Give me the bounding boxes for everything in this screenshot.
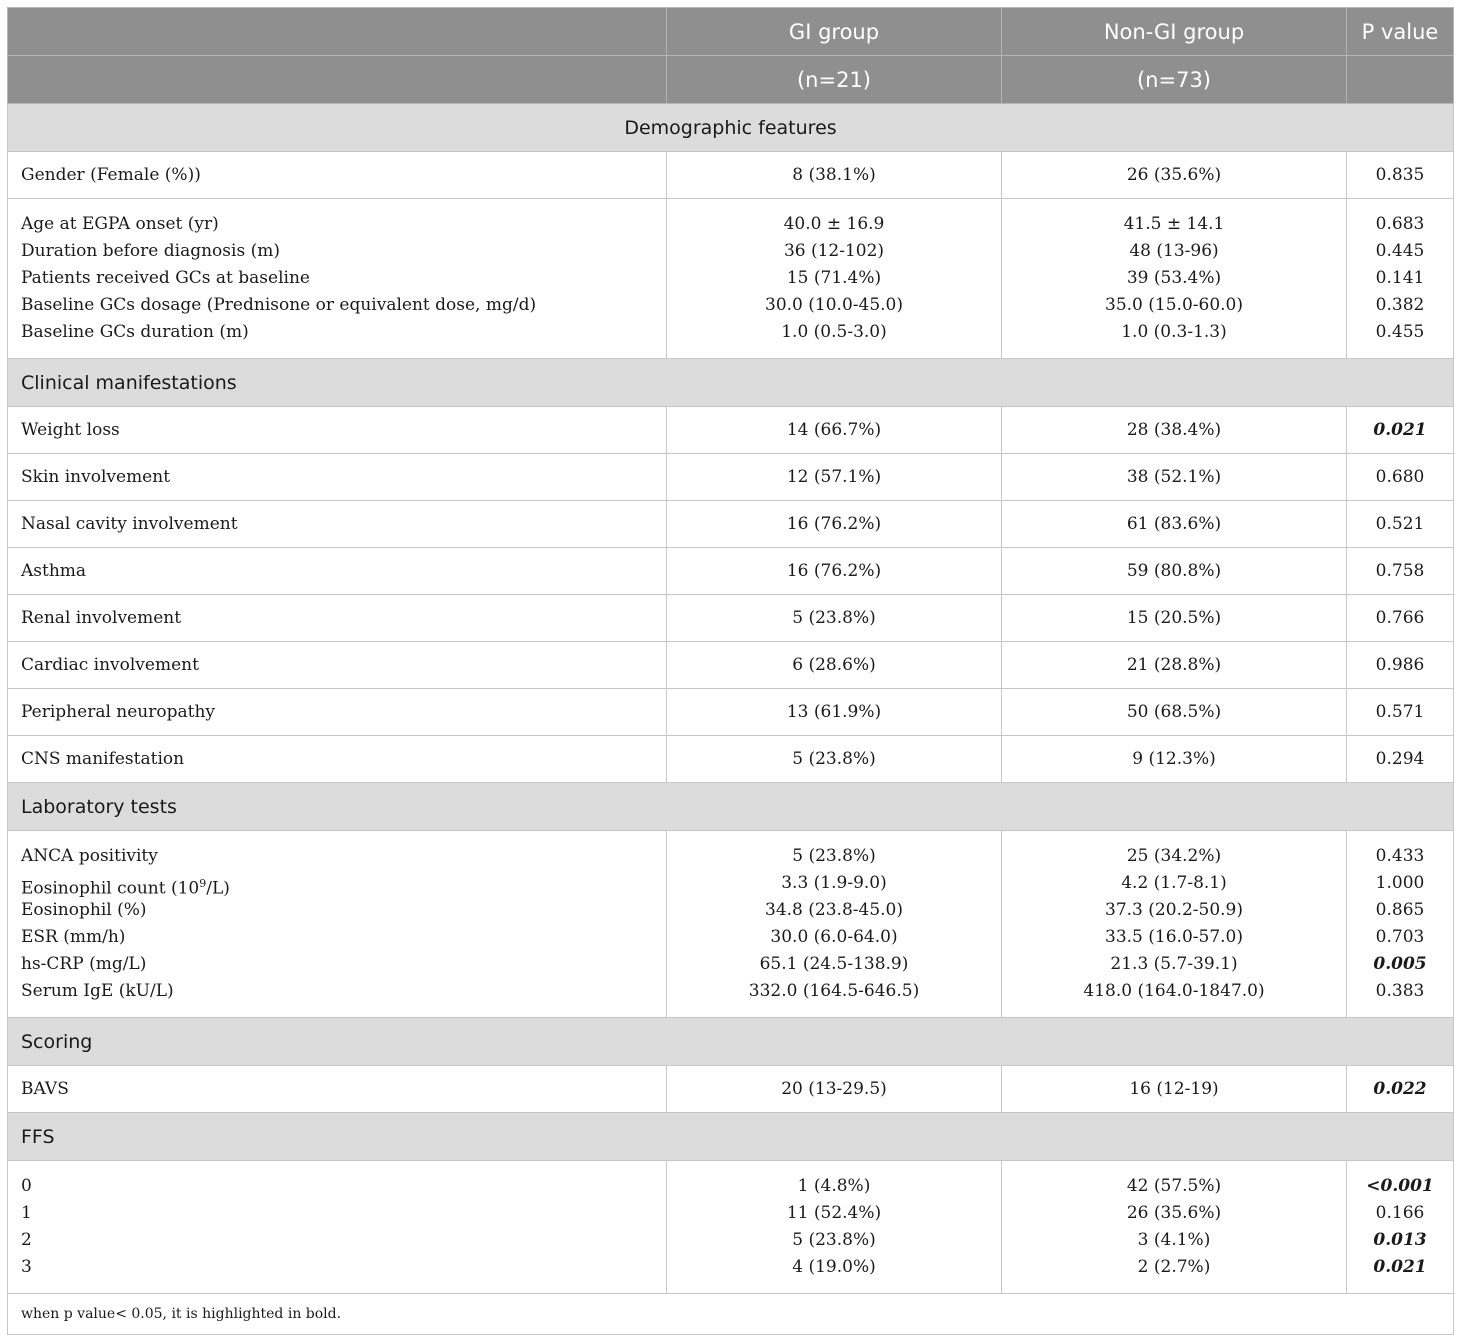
gi-value: 16 (76.2%) bbox=[667, 548, 1002, 595]
row-label: CNS manifestation bbox=[8, 736, 667, 783]
non-gi-value: 2 (2.7%) bbox=[1137, 1257, 1211, 1277]
table-row bbox=[8, 642, 1454, 689]
p-value-significant: <0.001 bbox=[1366, 1176, 1434, 1196]
gi-value: 332.0 (164.5-646.5) bbox=[748, 981, 920, 1001]
gi-value: 1.0 (0.5-3.0) bbox=[781, 322, 887, 342]
gi-value: 5 (23.8%) bbox=[792, 1230, 876, 1250]
non-gi-value: 50 (68.5%) bbox=[1002, 689, 1347, 736]
gi-values bbox=[667, 831, 1002, 1018]
row-labels bbox=[8, 831, 667, 1018]
non-gi-value: 9 (12.3%) bbox=[1002, 736, 1347, 783]
gi-value: 5 (23.8%) bbox=[667, 736, 1002, 783]
section-ffs bbox=[8, 1113, 1454, 1161]
gi-value: 1 (4.8%) bbox=[797, 1176, 871, 1196]
row-label: Skin involvement bbox=[8, 454, 667, 501]
non-gi-value: 26 (35.6%) bbox=[1002, 152, 1347, 199]
row-labels bbox=[8, 199, 667, 359]
non-gi-value: 35.0 (15.0-60.0) bbox=[1105, 295, 1243, 315]
row-label: Nasal cavity involvement bbox=[8, 501, 667, 548]
gi-value: 65.1 (24.5-138.9) bbox=[759, 954, 909, 974]
p-value-significant: 0.013 bbox=[1373, 1230, 1427, 1250]
gi-value: 30.0 (6.0-64.0) bbox=[770, 927, 898, 947]
p-value: 0.571 bbox=[1347, 689, 1454, 736]
table-row bbox=[8, 548, 1454, 595]
header-row-1 bbox=[8, 8, 1454, 56]
header-blank bbox=[8, 8, 667, 56]
footnote-row bbox=[8, 1294, 1454, 1335]
row-label: Patients received GCs at baseline bbox=[21, 268, 310, 288]
row-label: Serum IgE (kU/L) bbox=[21, 981, 174, 1001]
results-table bbox=[7, 7, 1454, 1335]
p-value: 0.433 bbox=[1375, 846, 1425, 866]
section-title: Laboratory tests bbox=[8, 783, 1454, 831]
section-laboratory bbox=[8, 783, 1454, 831]
gi-value: 20 (13-29.5) bbox=[667, 1066, 1002, 1113]
non-gi-value: 26 (35.6%) bbox=[1126, 1203, 1222, 1223]
non-gi-value: 3 (4.1%) bbox=[1137, 1230, 1211, 1250]
table-row bbox=[8, 595, 1454, 642]
gi-value: 12 (57.1%) bbox=[667, 454, 1002, 501]
p-value: 0.141 bbox=[1375, 268, 1425, 288]
section-clinical bbox=[8, 359, 1454, 407]
gi-value: 3.3 (1.9-9.0) bbox=[781, 873, 887, 893]
row-label: Asthma bbox=[8, 548, 667, 595]
non-gi-value: 21 (28.8%) bbox=[1002, 642, 1347, 689]
row-label: Gender (Female (%)) bbox=[8, 152, 667, 199]
non-gi-value: 42 (57.5%) bbox=[1126, 1176, 1222, 1196]
gi-value: 16 (76.2%) bbox=[667, 501, 1002, 548]
p-value: 1.000 bbox=[1375, 873, 1425, 893]
gi-value: 40.0 ± 16.9 bbox=[783, 214, 885, 234]
row-label: Peripheral neuropathy bbox=[8, 689, 667, 736]
row-label: Renal involvement bbox=[8, 595, 667, 642]
row-label: ESR (mm/h) bbox=[21, 927, 126, 947]
header-non-gi-group: Non-GI group bbox=[1002, 8, 1347, 56]
p-value: 0.383 bbox=[1375, 981, 1425, 1001]
non-gi-values bbox=[1002, 831, 1347, 1018]
p-value-significant: 0.021 bbox=[1373, 1257, 1427, 1277]
p-value-significant: 0.021 bbox=[1347, 407, 1454, 454]
gi-value: 8 (38.1%) bbox=[667, 152, 1002, 199]
row-label: 0 bbox=[21, 1176, 32, 1196]
header-blank bbox=[8, 56, 667, 104]
table-row-group-demographic bbox=[8, 199, 1454, 359]
row-label-text: Eosinophil count (10 bbox=[21, 878, 200, 899]
non-gi-value: 418.0 (164.0-1847.0) bbox=[1083, 981, 1265, 1001]
p-values bbox=[1347, 831, 1454, 1018]
non-gi-value: 37.3 (20.2-50.9) bbox=[1105, 900, 1243, 920]
row-label: ANCA positivity bbox=[21, 846, 158, 866]
p-value: 0.758 bbox=[1347, 548, 1454, 595]
row-labels bbox=[8, 1161, 667, 1294]
row-label bbox=[21, 870, 666, 897]
non-gi-value: 15 (20.5%) bbox=[1002, 595, 1347, 642]
row-label: Duration before diagnosis (m) bbox=[21, 241, 280, 261]
gi-value: 4 (19.0%) bbox=[792, 1257, 876, 1277]
table-row bbox=[8, 152, 1454, 199]
section-title: Scoring bbox=[8, 1018, 1454, 1066]
row-label: Eosinophil (%) bbox=[21, 900, 147, 920]
p-value: 0.703 bbox=[1375, 927, 1425, 947]
gi-value: 15 (71.4%) bbox=[786, 268, 882, 288]
non-gi-value: 4.2 (1.7-8.1) bbox=[1121, 873, 1227, 893]
non-gi-values bbox=[1002, 199, 1347, 359]
header-gi-group: GI group bbox=[667, 8, 1002, 56]
header-blank bbox=[1347, 56, 1454, 104]
p-value: 0.455 bbox=[1375, 322, 1425, 342]
non-gi-value: 28 (38.4%) bbox=[1002, 407, 1347, 454]
p-value: 0.766 bbox=[1347, 595, 1454, 642]
row-label: Age at EGPA onset (yr) bbox=[21, 214, 219, 234]
gi-value: 36 (12-102) bbox=[783, 241, 885, 261]
p-value: 0.680 bbox=[1347, 454, 1454, 501]
table-row bbox=[8, 1066, 1454, 1113]
p-value: 0.835 bbox=[1347, 152, 1454, 199]
section-title: Clinical manifestations bbox=[8, 359, 1454, 407]
p-values bbox=[1347, 1161, 1454, 1294]
non-gi-value: 25 (34.2%) bbox=[1126, 846, 1222, 866]
row-label: 3 bbox=[21, 1257, 32, 1277]
row-label: BAVS bbox=[8, 1066, 667, 1113]
non-gi-value: 48 (13-96) bbox=[1129, 241, 1219, 261]
footnote: when p value< 0.05, it is highlighted in bold. bbox=[8, 1294, 1454, 1335]
row-label: Weight loss bbox=[8, 407, 667, 454]
gi-value: 14 (66.7%) bbox=[667, 407, 1002, 454]
gi-value: 30.0 (10.0-45.0) bbox=[765, 295, 903, 315]
p-value: 0.166 bbox=[1375, 1203, 1425, 1223]
section-demographic bbox=[8, 104, 1454, 152]
row-label: hs-CRP (mg/L) bbox=[21, 954, 147, 974]
section-scoring bbox=[8, 1018, 1454, 1066]
gi-value: 5 (23.8%) bbox=[792, 846, 876, 866]
gi-value: 11 (52.4%) bbox=[786, 1203, 882, 1223]
gi-value: 6 (28.6%) bbox=[667, 642, 1002, 689]
table-row bbox=[8, 736, 1454, 783]
non-gi-value: 1.0 (0.3-1.3) bbox=[1121, 322, 1227, 342]
gi-value: 5 (23.8%) bbox=[667, 595, 1002, 642]
table-row bbox=[8, 407, 1454, 454]
p-value: 0.521 bbox=[1347, 501, 1454, 548]
p-value-significant: 0.005 bbox=[1373, 954, 1427, 974]
row-label: 2 bbox=[21, 1230, 32, 1250]
non-gi-value: 38 (52.1%) bbox=[1002, 454, 1347, 501]
gi-value: 13 (61.9%) bbox=[667, 689, 1002, 736]
p-value: 0.382 bbox=[1375, 295, 1425, 315]
header-row-2 bbox=[8, 56, 1454, 104]
row-label: Baseline GCs duration (m) bbox=[21, 322, 249, 342]
p-values bbox=[1347, 199, 1454, 359]
gi-value: 34.8 (23.8-45.0) bbox=[765, 900, 903, 920]
header-gi-n: (n=21) bbox=[667, 56, 1002, 104]
p-value-significant: 0.022 bbox=[1347, 1066, 1454, 1113]
row-label: Baseline GCs dosage (Prednisone or equivalent dose, mg/d) bbox=[21, 295, 537, 315]
row-label: Cardiac involvement bbox=[8, 642, 667, 689]
non-gi-values bbox=[1002, 1161, 1347, 1294]
table-row bbox=[8, 501, 1454, 548]
gi-values bbox=[667, 199, 1002, 359]
non-gi-value: 39 (53.4%) bbox=[1126, 268, 1222, 288]
header-p-value: P value bbox=[1347, 8, 1454, 56]
table-row-group-laboratory bbox=[8, 831, 1454, 1018]
table-row-group-ffs bbox=[8, 1161, 1454, 1294]
p-value: 0.986 bbox=[1347, 642, 1454, 689]
gi-values bbox=[667, 1161, 1002, 1294]
non-gi-value: 59 (80.8%) bbox=[1002, 548, 1347, 595]
section-title: Demographic features bbox=[8, 104, 1454, 152]
non-gi-value: 21.3 (5.7-39.1) bbox=[1110, 954, 1238, 974]
non-gi-value: 16 (12-19) bbox=[1002, 1066, 1347, 1113]
header-non-gi-n: (n=73) bbox=[1002, 56, 1347, 104]
non-gi-value: 33.5 (16.0-57.0) bbox=[1105, 927, 1243, 947]
p-value: 0.294 bbox=[1347, 736, 1454, 783]
p-value: 0.683 bbox=[1375, 214, 1425, 234]
table-row bbox=[8, 454, 1454, 501]
row-label-unit: /L) bbox=[206, 878, 230, 899]
row-label: 1 bbox=[21, 1203, 32, 1223]
non-gi-value: 41.5 ± 14.1 bbox=[1123, 214, 1225, 234]
non-gi-value: 61 (83.6%) bbox=[1002, 501, 1347, 548]
p-value: 0.445 bbox=[1375, 241, 1425, 261]
table-row bbox=[8, 689, 1454, 736]
row-label-superscript: 9 bbox=[199, 877, 207, 890]
section-title: FFS bbox=[8, 1113, 1454, 1161]
p-value: 0.865 bbox=[1375, 900, 1425, 920]
